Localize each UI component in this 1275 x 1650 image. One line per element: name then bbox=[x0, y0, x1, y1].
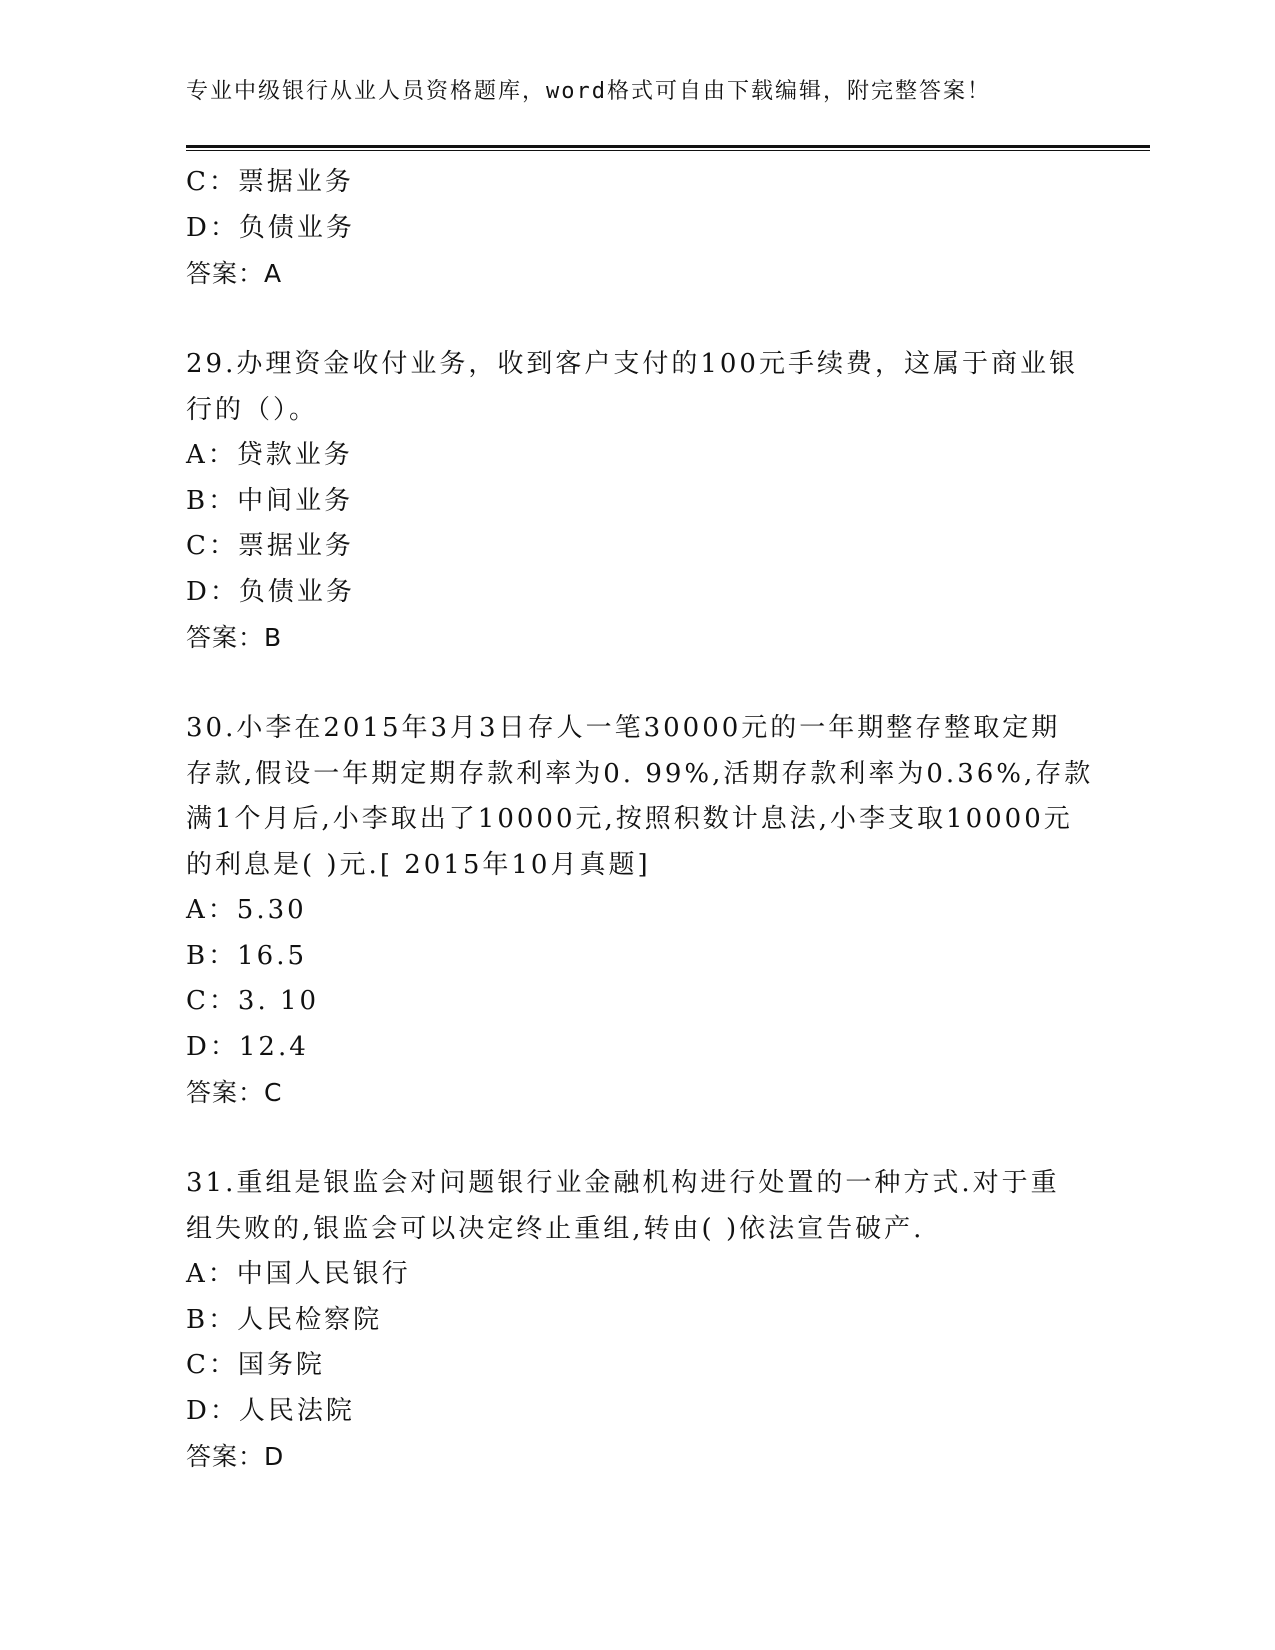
option-text: 人民检察院 bbox=[237, 1304, 383, 1335]
answer-line: 答案：C bbox=[186, 1078, 283, 1107]
option-line bbox=[186, 160, 1086, 206]
option-line bbox=[186, 888, 1086, 934]
question-text-line: 29.办理资金收付业务，收到客户支付的100元手续费，这属于商业银 bbox=[186, 349, 1078, 379]
option-label: C： bbox=[186, 167, 238, 197]
document-body bbox=[186, 160, 1094, 1480]
option-label: B： bbox=[186, 940, 238, 971]
question-text-line: 30.小李在2015年3月3日存人一笔30000元的一年期整存整取定期 bbox=[186, 713, 1061, 743]
option-label: A： bbox=[186, 440, 237, 470]
question-text-line: 的利息是( )元.[ 2015年10月真题] bbox=[186, 849, 651, 880]
option-label: D： bbox=[186, 1031, 239, 1062]
option-line bbox=[186, 1025, 1086, 1071]
option-text: 贷款业务 bbox=[236, 440, 353, 470]
prev-question bbox=[186, 160, 1086, 297]
answer-line: 答案：D bbox=[186, 1442, 285, 1471]
option-line bbox=[186, 570, 1086, 616]
option-line bbox=[186, 1343, 1086, 1389]
option-text: 国务院 bbox=[237, 1350, 325, 1380]
option-text: 负债业务 bbox=[238, 212, 355, 243]
option-label: C： bbox=[186, 531, 238, 561]
option-line bbox=[186, 479, 1086, 525]
option-label: B： bbox=[186, 1304, 238, 1335]
option-label: A： bbox=[186, 1259, 237, 1289]
option-text: 5.30 bbox=[236, 895, 307, 925]
option-label: C： bbox=[186, 1350, 238, 1380]
question-text-line: 行的（）。 bbox=[186, 394, 319, 425]
option-label: D： bbox=[186, 576, 239, 607]
question-29 bbox=[186, 342, 1086, 661]
option-line bbox=[186, 979, 1086, 1025]
option-line bbox=[186, 524, 1086, 570]
option-label: D： bbox=[186, 1395, 239, 1426]
option-label: B： bbox=[186, 485, 238, 516]
page-header: 专业中级银行从业人员资格题库，word格式可自由下载编辑，附完整答案！ bbox=[186, 79, 991, 104]
option-text: 中国人民银行 bbox=[236, 1259, 411, 1289]
question-text-line: 组失败的,银监会可以决定终止重组,转由( )依法宣告破产. bbox=[186, 1213, 925, 1244]
spacer bbox=[186, 661, 1086, 707]
question-text-line: 31.重组是银监会对问题银行业金融机构进行处置的一种方式.对于重 bbox=[186, 1168, 1060, 1198]
header-rule-thin bbox=[186, 150, 1150, 151]
option-text: 票据业务 bbox=[237, 531, 354, 561]
option-text: 人民法院 bbox=[238, 1395, 355, 1426]
spacer bbox=[186, 1116, 1086, 1162]
option-line bbox=[186, 206, 1086, 252]
option-line bbox=[186, 433, 1086, 479]
option-text: 3. 10 bbox=[237, 986, 320, 1016]
answer-line: 答案：A bbox=[186, 259, 283, 288]
option-text: 16.5 bbox=[237, 940, 307, 971]
option-line bbox=[186, 1298, 1086, 1344]
option-text: 票据业务 bbox=[237, 167, 354, 197]
answer-line: 答案：B bbox=[186, 623, 283, 652]
question-30 bbox=[186, 706, 1094, 1116]
question-31 bbox=[186, 1161, 1086, 1480]
option-line bbox=[186, 934, 1086, 980]
option-label: A： bbox=[186, 895, 237, 925]
option-label: C： bbox=[186, 986, 238, 1016]
question-text-line: 存款,假设一年期定期存款利率为0. 99%,活期存款利率为0.36%,存款 bbox=[186, 758, 1094, 789]
option-line bbox=[186, 1252, 1086, 1298]
option-text: 中间业务 bbox=[237, 485, 354, 516]
option-text: 负债业务 bbox=[238, 576, 355, 607]
header-rule-thick bbox=[186, 145, 1150, 148]
spacer bbox=[186, 297, 1086, 343]
option-line bbox=[186, 1389, 1086, 1435]
option-text: 12.4 bbox=[238, 1031, 309, 1062]
option-label: D： bbox=[186, 212, 239, 243]
question-text-line: 满1个月后,小李取出了10000元,按照积数计息法,小李支取10000元 bbox=[186, 804, 1073, 834]
